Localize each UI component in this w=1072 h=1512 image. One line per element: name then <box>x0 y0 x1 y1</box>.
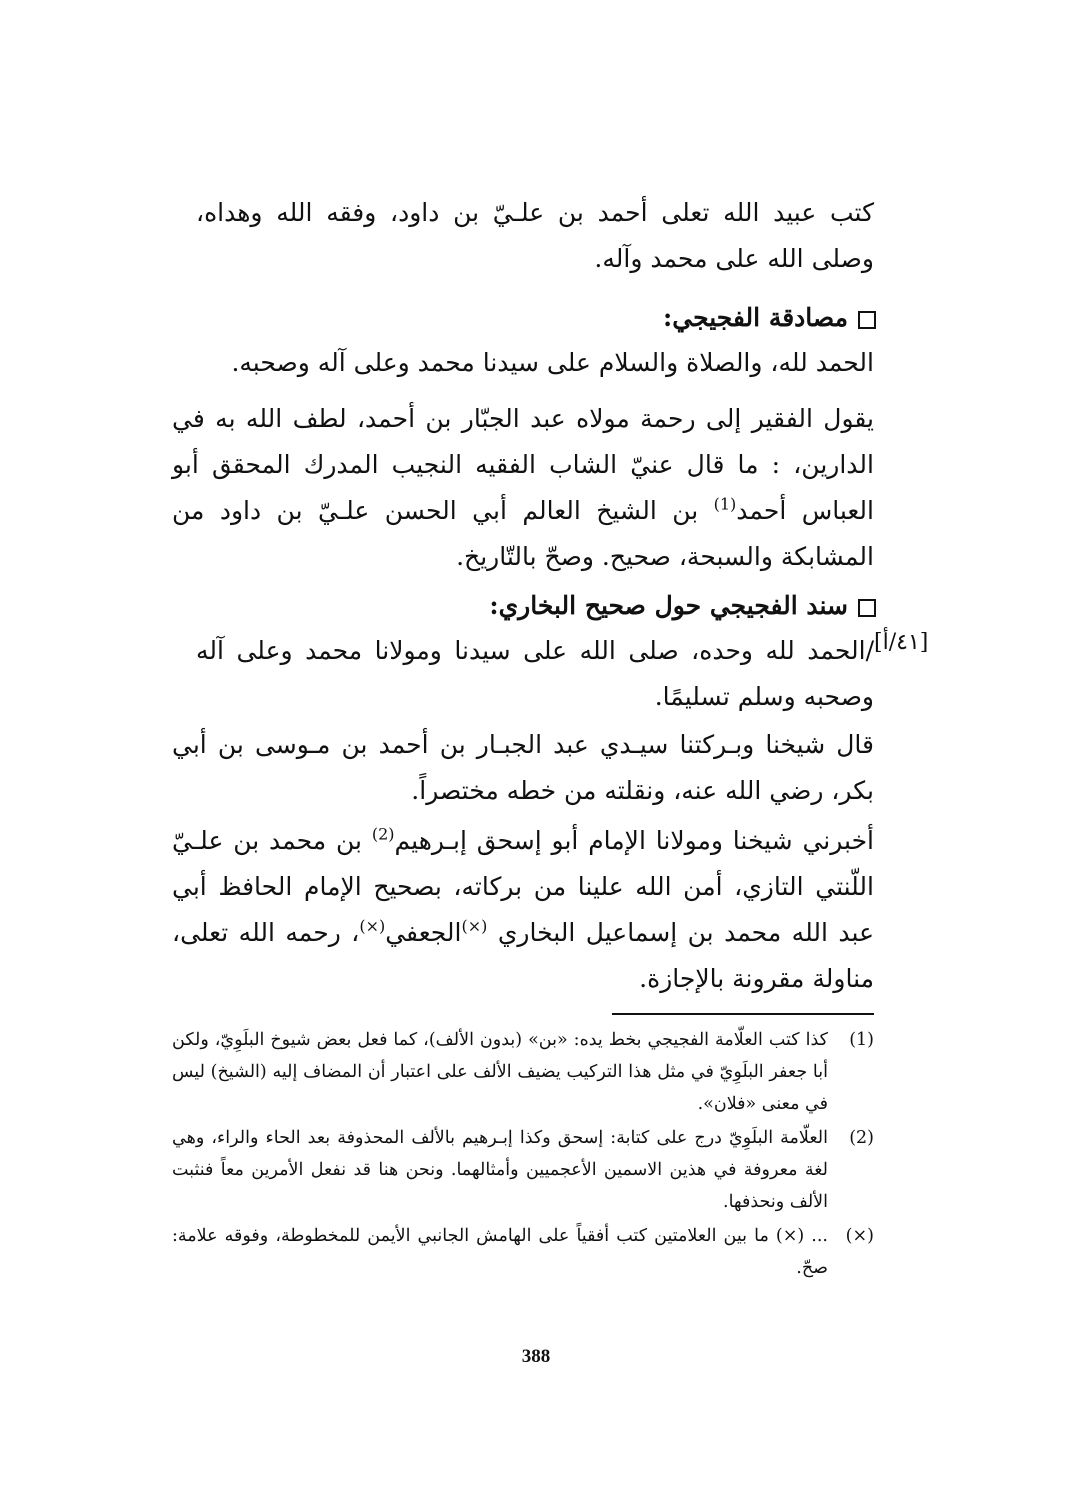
footnotes <box>172 1024 874 1286</box>
paragraph-6-text-d: ، رحمه الله تعلى، مناولة مقرونة بالإجازة. <box>172 918 874 993</box>
chain-opening-paragraph <box>196 628 874 720</box>
footnote-number: (1) <box>849 1030 874 1050</box>
attestation-paragraph <box>172 396 874 580</box>
footnote-text: كذا كتب العلّامة الفجيجي بخط يده: «بن» (بدون الألف)، كما فعل بعض شيوخ البلَوِيّ، ولكن أبا جعفر البلَوِيّ في مثل هذا التركيب يضيف الألف على اعتبار أن المضاف إليه (الشيخ) ليس في معنى «فلان». <box>172 1030 828 1114</box>
footnote-text: العلّامة البلَوِيّ درج على كتابة: إسحق وكذا إبـرهيم بالألف المحذوفة بعد الحاء والراء، وهي لغة معروفة في هذين الاسمين الأعجميين وأمثالهما. ونحن هنا قد نفعل الأمرين معاً فنثبت الألف ونحذفها. <box>172 1128 828 1212</box>
square-bullet-icon <box>858 311 876 329</box>
closing-paragraph <box>196 190 874 282</box>
paragraph-6-text-c: الجعفي <box>385 918 462 947</box>
margin-mark-close: (×) <box>359 916 386 936</box>
section-heading-2 <box>489 586 876 626</box>
footnote-ref-1: (1) <box>713 494 737 514</box>
praise-paragraph <box>196 340 874 386</box>
square-bullet-icon <box>858 599 876 617</box>
paragraph-1: كتب عبيد الله تعلى أحمد بن علـيّ بن داود، وفقه الله وهداه، وصلى الله على محمد وآله. <box>196 198 874 273</box>
manuscript-folio-ref: [٤١/أ] <box>874 630 929 655</box>
heading-2-text: سند الفجيجي حول صحيح البخاري: <box>489 591 848 620</box>
footnote-text: ... (×) ما بين العلامتين كتب أفقياً على الهامش الجانبي الأيمن للمخطوطة، وفوقه علامة: صحّ. <box>172 1226 828 1278</box>
paragraph-2: الحمد لله، والصلاة والسلام على سيدنا محمد وعلى آله وصحبه. <box>231 348 874 377</box>
footnote-item <box>172 1220 874 1284</box>
footnote-item <box>172 1024 874 1120</box>
footnote-number: (×) <box>845 1226 874 1246</box>
page-number: 388 <box>521 1346 551 1367</box>
paragraph-3-text-b: بن الشيخ العالم أبي الحسن علـيّ بن داود من المشابكة والسبحة، صحيح. وصحّ بالتّاريخ. <box>172 496 874 571</box>
footnote-divider <box>612 1013 874 1015</box>
section-heading-1 <box>663 298 876 338</box>
paragraph-5: قال شيخنا وبـركتنا سيـدي عبد الجبـار بن أحمد بن مـوسى بن أبي بكر، رضي الله عنه، ونقلته من خطه مختصراً. <box>172 730 874 805</box>
paragraph-4: /الحمد لله وحده، صلى الله على سيدنا ومولانا محمد وعلى آله وصحبه وسلم تسليمًا. <box>196 636 874 711</box>
margin-mark-open: (×) <box>461 916 488 936</box>
footnote-item <box>172 1122 874 1218</box>
paragraph-3 <box>172 396 874 580</box>
paragraph-6 <box>172 818 874 1002</box>
paragraph-6-text-a: أخبرني شيخنا ومولانا الإمام أبو إسحق إبـرهيم <box>394 826 874 855</box>
transmission-paragraph <box>172 818 874 1002</box>
footnote-number: (2) <box>849 1128 874 1148</box>
heading-1-text: مصادقة الفجيجي: <box>663 303 848 332</box>
paragraph-3-text-a: يقول الفقير إلى رحمة مولاه عبد الجبّار بن أحمد، لطف الله به في الدارين، : ما قال عنيّ الشاب الفقيه النجيب المدرك المحقق أبو العباس أحمد <box>172 404 874 525</box>
footnote-ref-2: (2) <box>371 824 395 844</box>
paragraph-6-text-b: بن محمد بن علـيّ اللّنتي التازي، أمن الله علينا من بركاته، بصحيح الإمام الحافظ أبي عبد الله محمد بن إسماعيل البخاري <box>172 826 874 947</box>
teacher-paragraph <box>172 722 874 814</box>
